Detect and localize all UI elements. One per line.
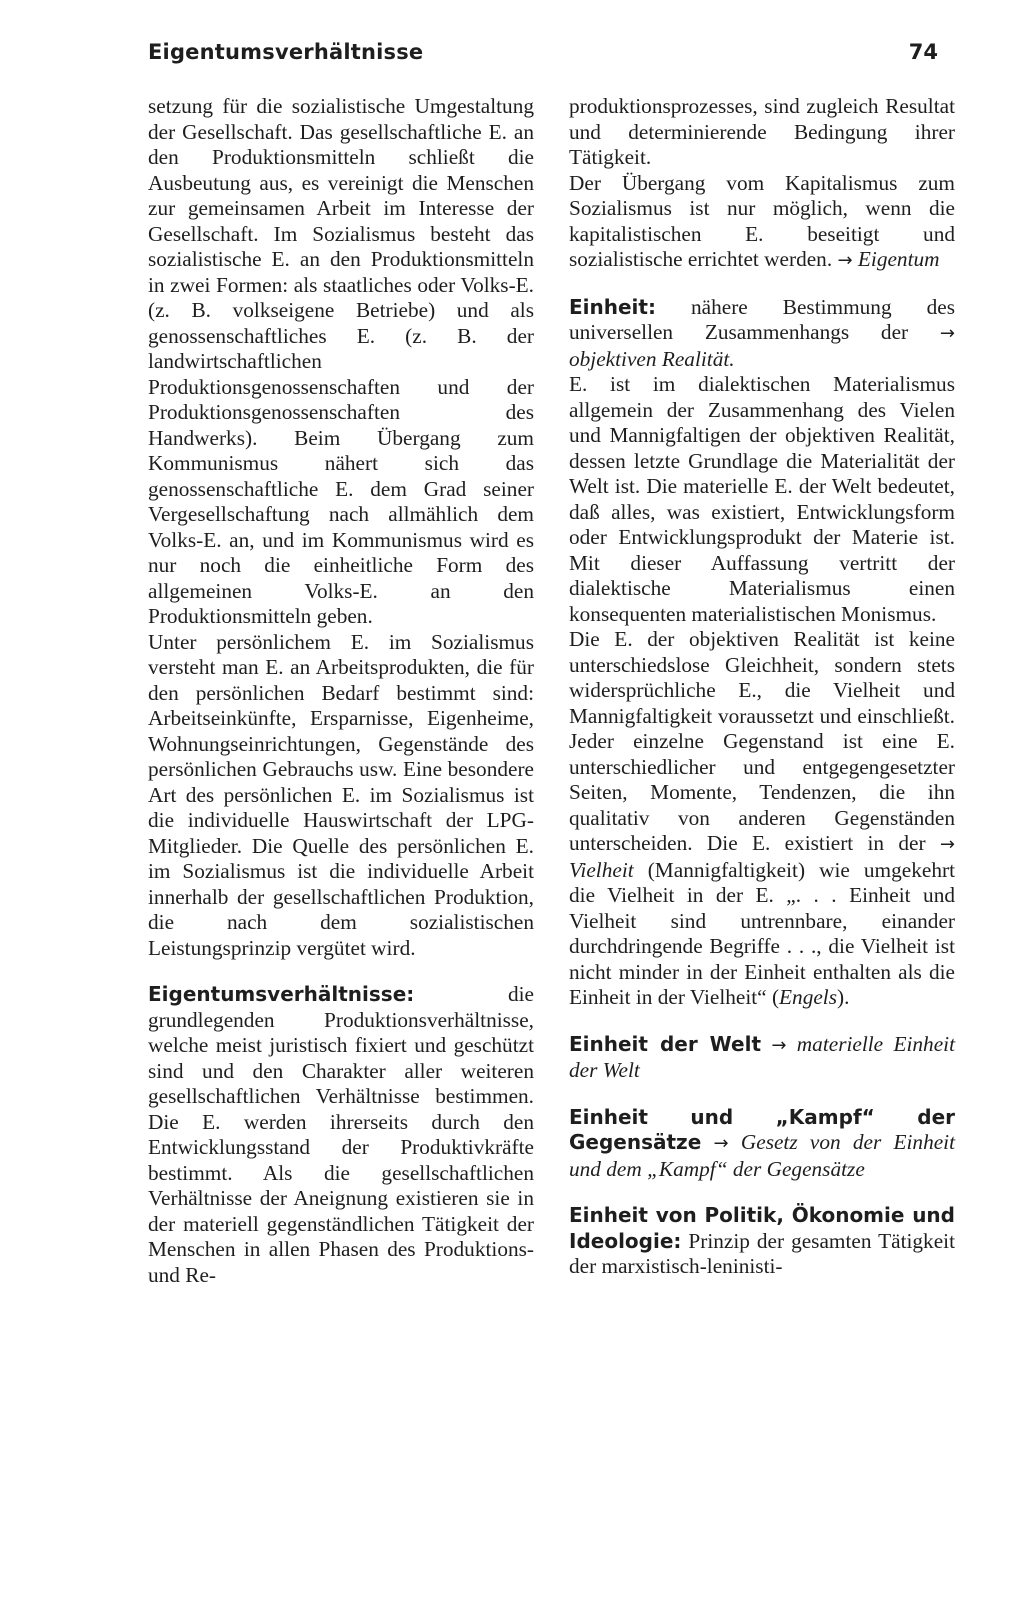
paragraph: [569, 627, 955, 1011]
right-column: [569, 94, 955, 1280]
cross-reference-arrow-icon: →: [771, 1034, 787, 1056]
entry-headword: Einheit von Politik, Ökonomie und Ideologie:: [569, 1203, 955, 1253]
paragraph: Unter persönlichem E. im Sozialismus versteht man E. an Arbeitsprodukten, die für den persönlichen Bedarf bestimmt sind: Arbeitseinkünfte, Ersparnisse, Eigenheime, Wohnungseinrichtungen, Gegenstände des persönlichen Gebrauchs usw. Eine besondere Art des persönlichen E. im Sozialismus ist die individuelle Hauswirtschaft der LPG-Mitglieder. Die Quelle des persönlichen E. im Sozialismus ist die individuelle Arbeit innerhalb der gesellschaftlichen Produktion, die nach dem sozialistischen Leistungsprinzip vergütet wird.: [148, 629, 534, 960]
cross-reference-arrow-icon: →: [713, 1133, 729, 1154]
dictionary-entry-einheit-und-kampf: [569, 1105, 955, 1183]
entry-text: nähere Bestimmung des universellen Zusammenhangs der: [569, 294, 955, 344]
cross-reference: Eigentum: [857, 247, 940, 271]
cross-reference: objektiven Realität.: [569, 346, 735, 371]
dictionary-entry-einheit-der-welt: [569, 1032, 955, 1084]
paragraph-text: (Mannigfaltigkeit) wie umgekehrt die Vielheit in der E. „. . . Einheit und Vielheit sind untrennbare, einander durchdringende Begriffe . . ., die Vielheit ist nicht minder in der Einheit enthalten als die Einheit in der Vielheit“ (: [569, 857, 955, 1009]
page-number: 74: [908, 40, 938, 64]
cross-reference: Vielheit: [569, 857, 634, 882]
running-head: Eigentumsverhältnisse: [148, 40, 424, 64]
entry-headword: Einheit der Welt: [569, 1031, 762, 1056]
entry-text: Prinzip der gesamten Tätigkeit der marxistisch-leninisti-: [569, 1228, 955, 1278]
dictionary-entry-einheit-von-politik: [569, 1203, 955, 1280]
paragraph-text: Die E. der objektiven Realität ist keine unterschiedslose Gleichheit, sondern stets widersprüchliche E., die Vielheit und Mannigfaltigkeit voraussetzt und einschließt. Jeder einzelne Gegenstand ist eine E. unterschiedlicher und entgegengesetzter Seiten, Momente, Tendenzen, die ihn qualitativ von anderen Gegenständen unterscheiden. Die E. existiert in der: [569, 627, 955, 855]
paragraph: setzung für die sozialistische Umgestaltung der Gesellschaft. Das gesellschaftliche E. an den Produktionsmitteln schließt die Ausbeutung aus, es vereinigt die Menschen zur gemeinsamen Arbeit im Interesse der Gesellschaft. Im Sozialismus besteht das sozialistische E. an den Produktionsmitteln in zwei Formen: als staatliches oder Volks-E. (z. B. volkseigene Betriebe) und als genossenschaftliches E. (z. B. der landwirtschaftlichen Produktionsgenossenschaften und der Produktionsgenossenschaften des Handwerks). Beim Übergang zum Kommunismus nähert sich das genossenschaftliche E. dem Grad seiner Vergesellschaftung nach allmählich dem Volks-E. an, und im Kommunismus wird es nur noch die einheitliche Form des allgemeinen Volks-E. an den Produktionsmitteln geben.: [148, 94, 534, 628]
entry-headword: Einheit und „Kampf“ der Gegensätze: [569, 1104, 955, 1154]
dictionary-entry-eigentumsverhaeltnisse: [148, 982, 534, 1288]
entry-headword: Eigentumsverhältnisse:: [148, 982, 415, 1006]
paragraph-text: ).: [837, 985, 850, 1009]
entry-text: die grundlegenden Produktionsverhältnisse, welche meist juristisch fixiert und geschützt sind und den Charakter aller weiteren gesellschaftlichen Verhältnisse bestimmen. Die E. werden ihrerseits durch den Entwicklungsstand der Produktivkräfte bestimmt. Als die gesellschaftlichen Verhältnisse der Aneignung existieren sie in der materiell gegenständlichen Tätigkeit der Menschen in allen Phasen des Produktions- und Re-: [148, 982, 534, 1287]
paragraph: [569, 171, 955, 274]
cross-reference-arrow-icon: →: [939, 834, 955, 855]
cross-reference-arrow-icon: →: [837, 250, 853, 271]
author-name: Engels: [779, 985, 838, 1009]
paragraph-text: Der Übergang vom Kapitalismus zum Sozialismus ist nur möglich, wenn die kapitalistischen E. beseitigt und sozialistische errichtet werden.: [569, 170, 955, 271]
paragraph: produktionsprozesses, sind zugleich Resultat und determinierende Bedingung ihrer Tätigkeit.: [569, 94, 955, 169]
page-header: [148, 40, 938, 80]
entry-headword: Einheit:: [569, 294, 656, 319]
paragraph: E. ist im dialektischen Materialismus allgemein der Zusammenhang des Vielen und Mannigfaltigen der objektiven Realität, dessen letzte Grundlage die Materialität der Welt ist. Die materielle E. der Welt bedeutet, daß alles, was existiert, Entwicklungsform oder Entwicklungsprodukt der Materie ist. Mit dieser Auffassung vertritt der dialektische Materialismus einen konsequenten materialistischen Monismus.: [569, 372, 955, 626]
left-column: [148, 94, 534, 1288]
cross-reference: materielle Einheit der Welt: [569, 1031, 955, 1082]
dictionary-entry-einheit: [569, 295, 955, 373]
cross-reference-arrow-icon: →: [939, 323, 955, 344]
cross-reference: Gesetz von der Einheit und dem „Kampf“ der Gegensätze: [569, 1130, 956, 1181]
